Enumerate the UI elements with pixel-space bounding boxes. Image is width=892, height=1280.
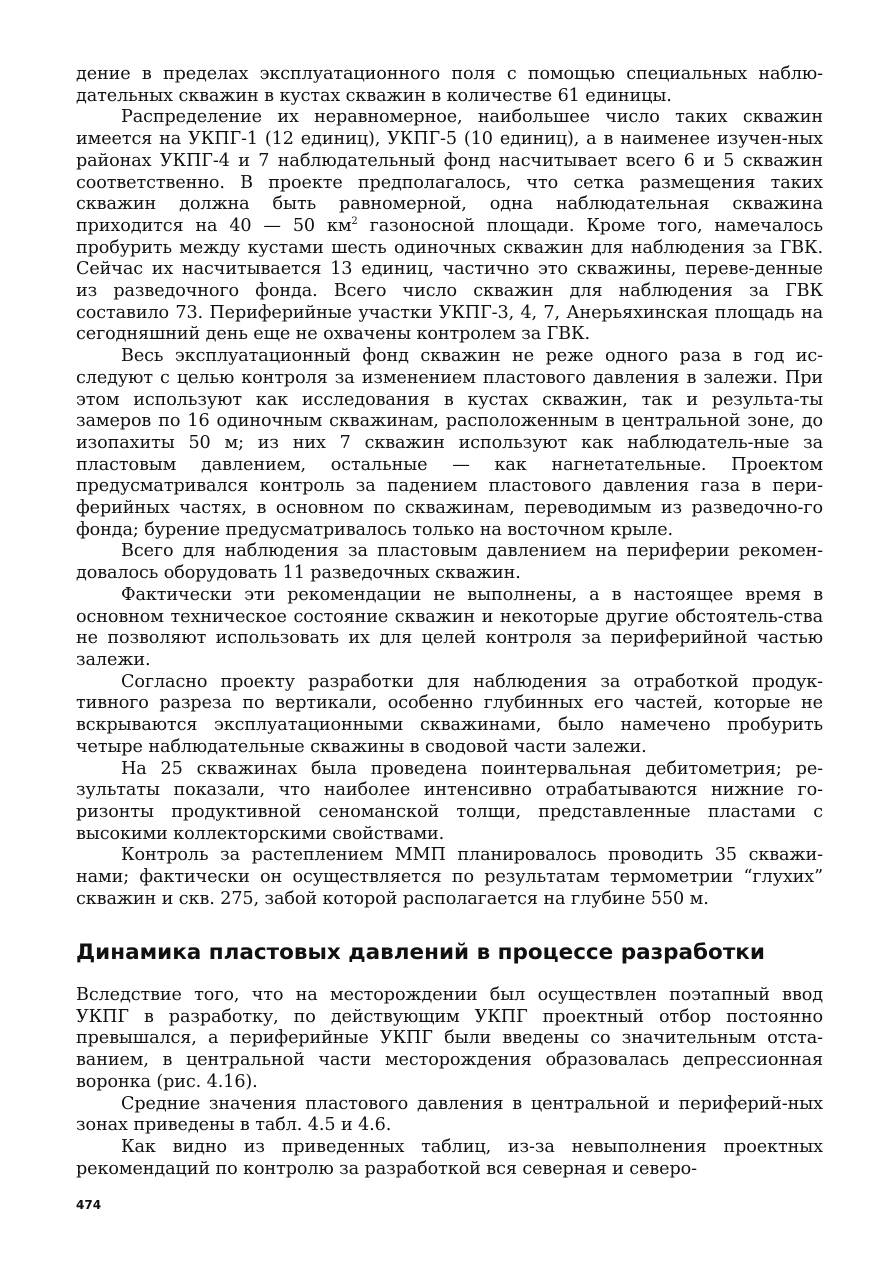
paragraph-part: Распределение их неравномерное, наибольшее число таких скважин имеется на УКПГ-1 (12 единиц), УКПГ-5 (10 единиц), а в наименее изучен-ных районах УКПГ-4 и 7 наблюдательный фонд насчитывает всего 6 и 5 скважин соответственно. В проекте предполагалось, что сетка размещения таких скважин должна быть равномерной, одна наблюдательная скважина приходится на 40 — 50 км <box>76 107 823 236</box>
page-number: 474 <box>76 1198 102 1212</box>
paragraph: Весь эксплуатационный фонд скважин не реже одного раза в год ис-следуют с целью контроля за изменением пластового давления в залежи. При этом используют как исследования в кустах скважин, так и результа-ты замеров по 16 одиночным скважинам, расположенным в центральной зоне, до изопахиты 50 м; из них 7 скважин используют как наблюдатель-ные за пластовым давлением, остальные — как нагнетательные. Проектом предусматривался контроль за падением пластового давления газа в пери-ферийных частях, в основном по скважинам, переводимым из разведочно-го фонда; бурение предусматривалось только на восточном крыле. <box>76 346 823 540</box>
paragraph <box>76 107 823 346</box>
section-text <box>76 985 823 1180</box>
superscript: 2 <box>351 216 358 228</box>
paragraph: дение в пределах эксплуатационного поля с помощью специальных наблю-дательных скважин в кустах скважин в количестве 61 единицы. <box>76 64 823 106</box>
paragraph: Как видно из приведенных таблиц, из-за невыполнения проектных рекомендаций по контролю за разработкой вся северная и северо- <box>76 1136 823 1179</box>
paragraph: Контроль за растеплением ММП планировалось проводить 35 скважи-нами; фактически он осуществляется по результатам термометрии “глухих” скважин и скв. 275, забой которой располагается на глубине 550 м. <box>76 845 823 909</box>
paragraph: Средние значения пластового давления в центральной и периферий-ных зонах приведены в табл. 4.5 и 4.6. <box>76 1093 823 1136</box>
paragraph: Вследствие того, что на месторождении был осуществлен поэтапный ввод УКПГ в разработку, по действующим УКПГ проектный отбор постоянно превышался, а периферийные УКПГ были введены со значительным отста-ванием, в центральной части месторождения образовалась депрессионная воронка (рис. 4.16). <box>76 985 823 1092</box>
paragraph-part: газоносной площади. Кроме того, намечалось пробурить между кустами шесть одиночных скважин для наблюдения за ГВК. Сейчас их насчитывается 13 единиц, частично это скважины, переве-денные из разведочного фонда. Всего число скважин для наблюдения за ГВК составило 73. Периферийные участки УКПГ-3, 4, 7, Анерьяхинская площадь на сегодняшний день еще не охвачены контролем за ГВК. <box>76 215 823 345</box>
section-heading: Динамика пластовых давлений в процессе разработки <box>76 940 765 965</box>
paragraph: На 25 скважинах была проведена поинтервальная дебитометрия; ре-зультаты показали, что наиболее интенсивно отрабатываются нижние го-ризонты продуктивной сеноманской толщи, представленные пластами с высокими коллекторскими свойствами. <box>76 758 823 844</box>
paragraph: Согласно проекту разработки для наблюдения за отработкой продук-тивного разреза по вертикали, особенно глубинных его частей, которые не вскрываются эксплуатационными скважинами, было намечено пробурить четыре наблюдательные скважины в сводовой части залежи. <box>76 671 823 757</box>
paragraph: Всего для наблюдения за пластовым давлением на периферии рекомен-довалось оборудовать 11 разведочных скважин. <box>76 541 823 584</box>
body-text <box>76 64 823 910</box>
paragraph: Фактически эти рекомендации не выполнены, а в настоящее время в основном техническое состояние скважин и некоторые другие обстоятель-ства не позволяют использовать их для целей контроля за периферийной частью залежи. <box>76 584 823 670</box>
